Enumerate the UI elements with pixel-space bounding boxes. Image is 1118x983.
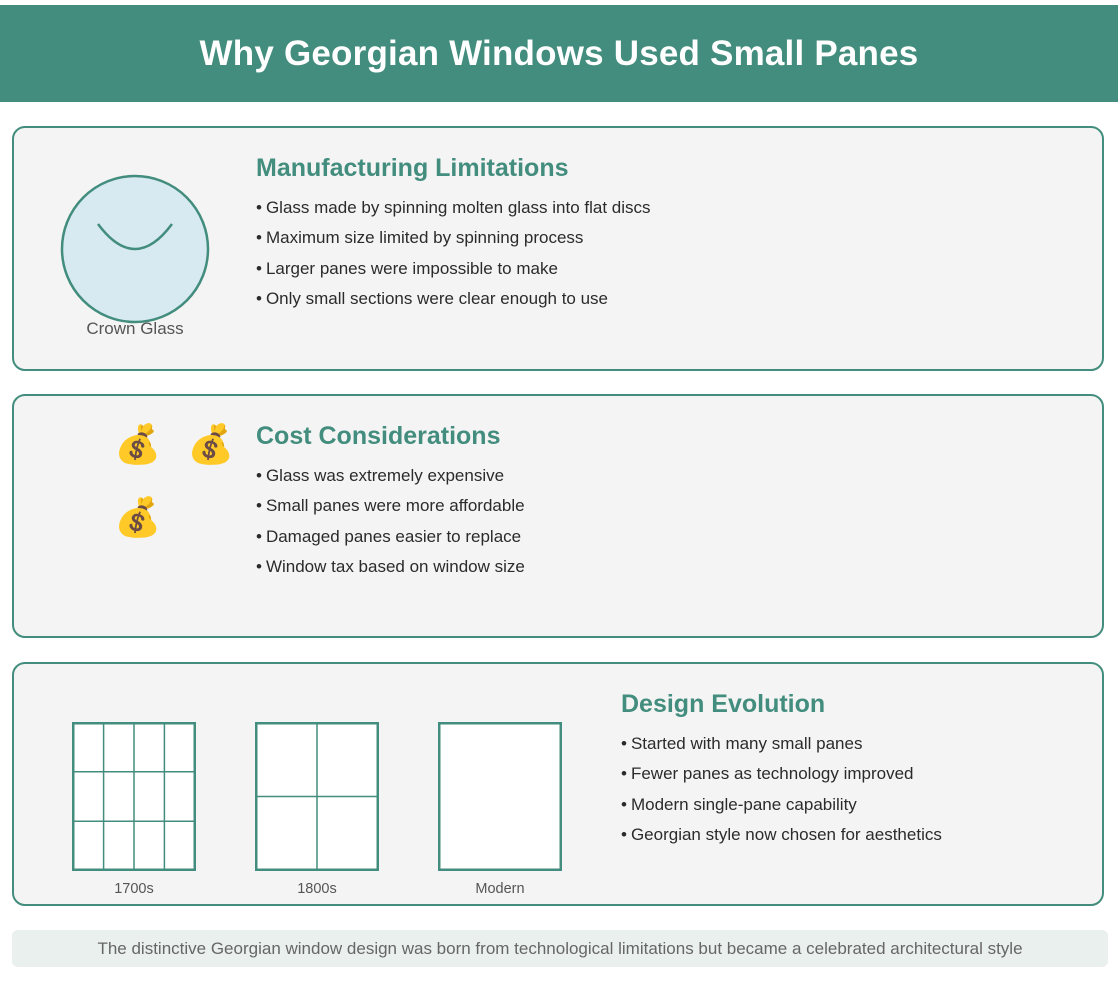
window-label-1800s: 1800s xyxy=(297,881,337,897)
crown-glass-icon xyxy=(60,174,210,324)
bullet-item: • Damaged panes easier to replace xyxy=(256,526,522,546)
bullet-item: • Small panes were more affordable xyxy=(256,496,525,516)
bullet-item: • Started with many small panes xyxy=(621,734,863,753)
bullet-item: • Maximum size limited by spinning process xyxy=(256,228,584,248)
page-title: Why Georgian Windows Used Small Panes xyxy=(199,33,919,73)
manufacturing-panel xyxy=(12,126,1104,371)
window-1800s-icon xyxy=(255,722,379,871)
bullet-item: • Glass made by spinning molten glass into flat discs xyxy=(256,198,651,217)
bullet-item: • Glass was extremely expensive xyxy=(256,466,505,485)
page-header xyxy=(0,5,1118,102)
footer-note: The distinctive Georgian window design was born from technological limitations but became a celebrated architectural style xyxy=(12,930,1108,967)
window-label-modern: Modern xyxy=(475,881,525,897)
cost-bullets xyxy=(256,466,525,587)
money-bag-icon: 💰 xyxy=(114,424,162,466)
design-bullets xyxy=(621,734,942,855)
window-modern-icon xyxy=(438,722,562,871)
design-evolution-panel xyxy=(12,662,1104,906)
section-title-manufacturing: Manufacturing Limitations xyxy=(256,154,569,182)
cost-panel xyxy=(12,394,1104,638)
bullet-item: • Window tax based on window size xyxy=(256,556,525,576)
window-label-1700s: 1700s xyxy=(114,881,154,897)
money-bag-icon: 💰 xyxy=(114,497,162,539)
bullet-item: • Fewer panes as technology improved xyxy=(621,764,914,784)
section-title-design: Design Evolution xyxy=(621,690,826,718)
money-bag-icon: 💰 xyxy=(187,424,235,466)
window-1700s-icon xyxy=(72,722,196,871)
bullet-item: • Only small sections were clear enough to use xyxy=(256,288,609,308)
manufacturing-bullets xyxy=(256,198,651,319)
bullet-item: • Modern single-pane capability xyxy=(621,794,857,814)
crown-glass-label: Crown Glass xyxy=(86,319,184,338)
bullet-item: • Georgian style now chosen for aesthetics xyxy=(621,824,942,844)
section-title-cost: Cost Considerations xyxy=(256,422,501,450)
bullet-item: • Larger panes were impossible to make xyxy=(256,258,558,278)
